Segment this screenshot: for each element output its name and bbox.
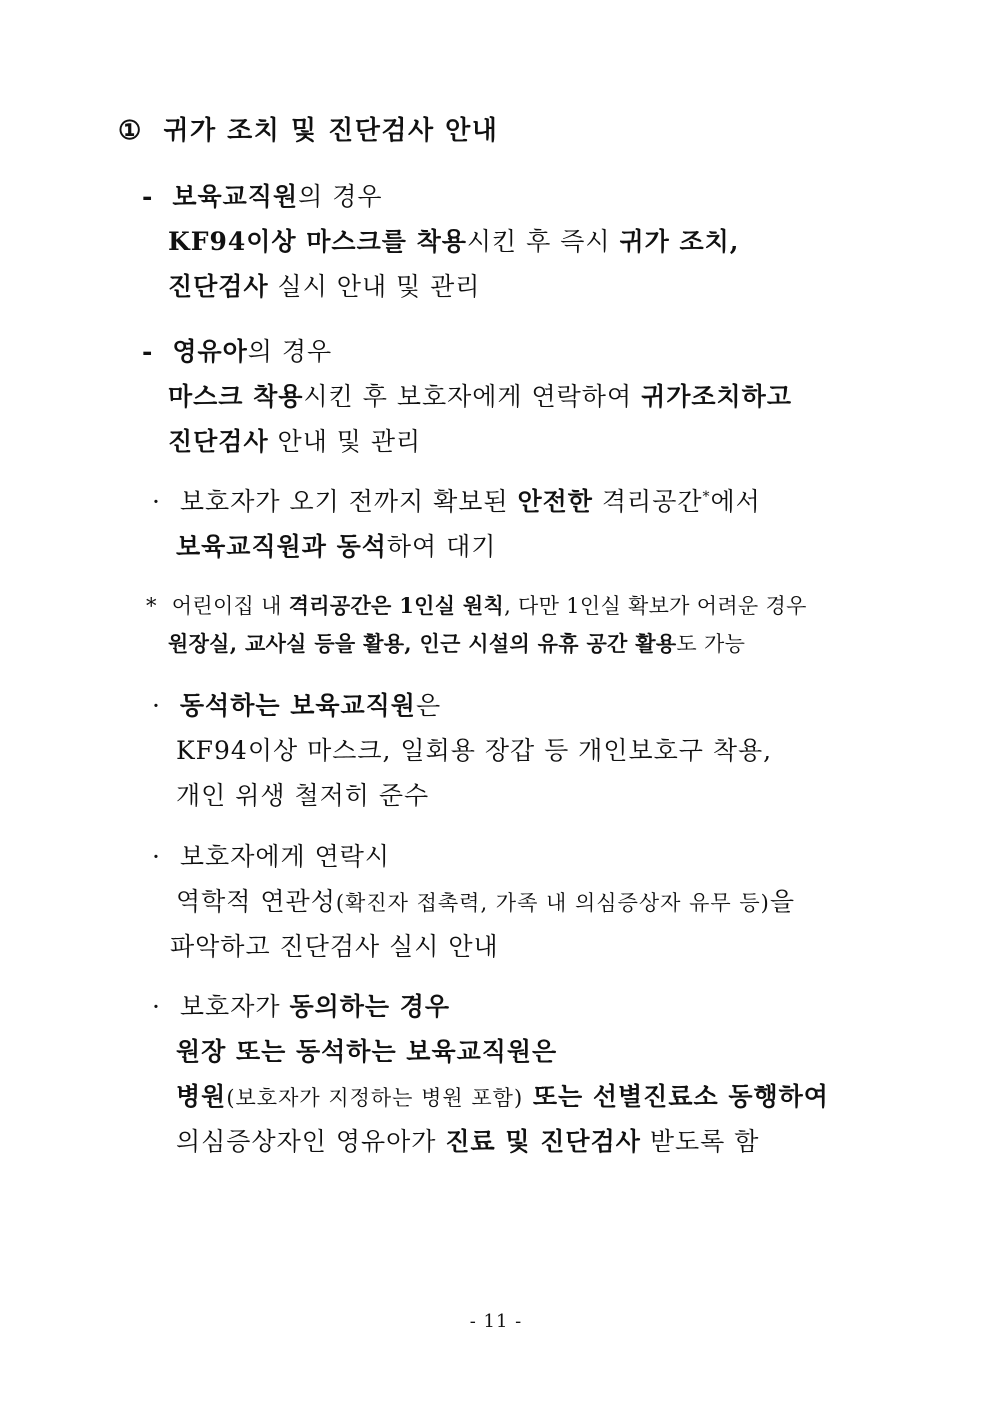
- infant-line-2: [168, 381, 792, 413]
- text: 보호자가 오기 전까지 확보된: [179, 487, 518, 516]
- bullet-4-line-2: [176, 1036, 557, 1068]
- bullet-3-line-3: [170, 931, 499, 963]
- bullet-dot: ·: [152, 487, 161, 516]
- infant-case-heading: [142, 336, 332, 368]
- bullet-2-line-3: [176, 780, 429, 812]
- bullet-3-line-1: [152, 841, 390, 873]
- text-bold: 원장 또는 동석하는 보육교직원은: [176, 1037, 558, 1066]
- section-number: ①: [118, 116, 143, 146]
- text-small: (보호자가 지정하는 병원 포함): [226, 1086, 524, 1110]
- text: 보호자에게 연락시: [179, 842, 391, 871]
- note-line-2: [168, 630, 745, 658]
- bullet-2-line-2: [176, 735, 772, 767]
- bullet-4-line-4: [176, 1126, 759, 1158]
- text: 에서: [710, 487, 761, 516]
- text-bold: 보육교직원과 동석: [176, 532, 387, 561]
- text: KF94이상 마스크, 일회용 장갑 등 개인보호구 착용,: [176, 736, 773, 765]
- text: , 다만 1인실 확보가 어려운 경우: [504, 594, 807, 618]
- text-bold: 또는 선별진료소 동행하여: [523, 1082, 829, 1111]
- text: 어린이집 내: [171, 594, 289, 618]
- text: 도 가능: [676, 632, 746, 656]
- note-line-1: [146, 592, 807, 620]
- text-bold: 진료 및 진단검사: [445, 1127, 641, 1156]
- note-marker: *: [146, 594, 157, 618]
- text-small: (확진자 접촉력, 가족 내 의심증상자 유무 등): [335, 891, 770, 915]
- bullet-1-line-2: [176, 531, 496, 563]
- text-bold: 원장실, 교사실 등을 활용, 인근 시설의 유휴 공간 활용: [168, 631, 677, 656]
- text: 받도록 함: [640, 1127, 760, 1156]
- text: 시킨 후 즉시: [466, 227, 620, 256]
- staff-subject: 보육교직원: [172, 182, 299, 211]
- text-bold: 귀가 조치,: [619, 227, 740, 256]
- text-bold: 병원: [176, 1082, 227, 1111]
- text-bold: 안전한: [517, 487, 593, 516]
- staff-subject-suffix: 의 경우: [298, 182, 383, 211]
- text-bold: 동의하는 경우: [289, 992, 451, 1021]
- text-bold: KF94이상 마스크를 착용: [168, 227, 467, 256]
- footnote-marker: *: [702, 489, 711, 505]
- dash-marker: -: [142, 337, 154, 366]
- text: 하여 대기: [386, 532, 497, 561]
- bullet-3-line-2: [176, 886, 795, 919]
- page-number: - 11 -: [469, 1311, 523, 1332]
- text: 을: [769, 887, 795, 916]
- text: 의심증상자인 영유아가: [176, 1127, 446, 1156]
- text-bold: 마스크 착용: [168, 382, 304, 411]
- text: 역학적 연관성: [176, 887, 336, 916]
- infant-subject-suffix: 의 경우: [247, 337, 333, 366]
- section-title: 귀가 조치 및 진단검사 안내: [163, 116, 499, 146]
- text: 시킨 후 보호자에게 연락하여: [303, 382, 642, 411]
- bullet-4-line-3: [176, 1081, 829, 1114]
- dash-marker: -: [142, 182, 154, 211]
- text: 실시 안내 및 관리: [268, 272, 481, 301]
- staff-line-2: [168, 226, 740, 258]
- infant-subject: 영유아: [172, 337, 248, 366]
- bullet-dot: ·: [152, 691, 161, 720]
- bullet-dot: ·: [152, 842, 161, 871]
- bullet-2-line-1: [152, 690, 441, 722]
- section-heading: [118, 115, 498, 147]
- staff-line-3: [168, 271, 480, 303]
- text: 은: [415, 691, 442, 720]
- bullet-1-line-1: [152, 486, 761, 518]
- text-bold: 동석하는 보육교직원: [179, 691, 416, 720]
- text: 안내 및 관리: [268, 427, 422, 456]
- infant-line-3: [168, 426, 421, 458]
- text-bold: 격리공간은 1인실 원칙: [288, 593, 505, 618]
- text: 개인 위생 철저히 준수: [176, 781, 430, 810]
- bullet-dot: ·: [152, 992, 161, 1021]
- text-bold: 진단검사: [168, 272, 269, 301]
- text: 파악하고 진단검사 실시 안내: [170, 932, 499, 961]
- staff-case-heading: [142, 181, 383, 213]
- text-bold: 귀가조치하고: [641, 382, 792, 411]
- text: 보호자가: [179, 992, 290, 1021]
- text-bold: 진단검사: [168, 427, 269, 456]
- bullet-4-line-1: [152, 991, 450, 1023]
- text: 격리공간: [592, 487, 703, 516]
